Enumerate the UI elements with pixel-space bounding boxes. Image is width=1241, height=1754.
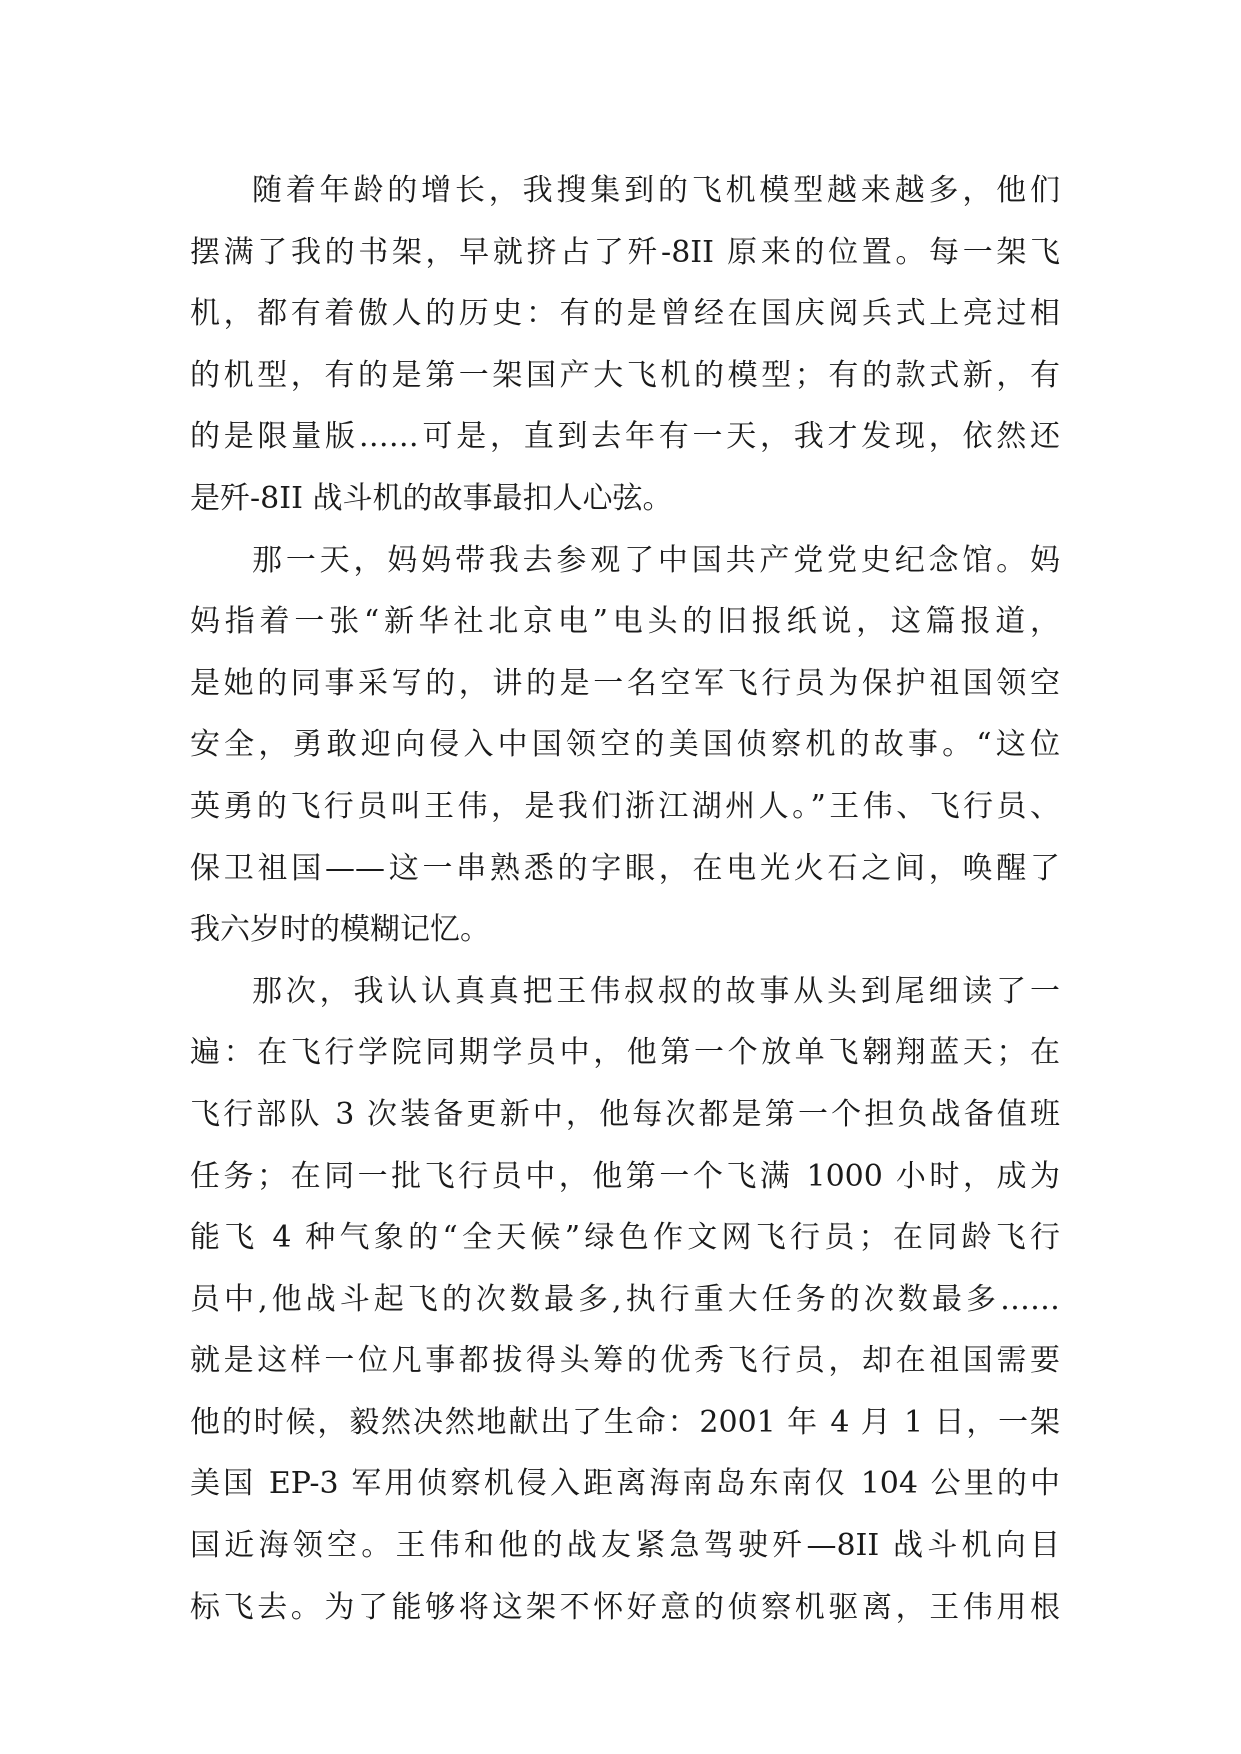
text-line: 飞行部队 3 次装备更新中，他每次都是第一个担负战备值班: [190, 1096, 1060, 1132]
paragraph-3: [190, 961, 1060, 1639]
text-line: 就是这样一位凡事都拔得头筹的优秀飞行员，却在祖国需要: [190, 1343, 1060, 1379]
text-line: 英勇的飞行员叫王伟，是我们浙江湖州人。”王伟、飞行员、: [190, 788, 1060, 824]
text-line: 遍：在飞行学院同期学员中，他第一个放单飞翱翔蓝天；在: [190, 1035, 1060, 1071]
text-line: 他的时候，毅然决然地献出了生命：2001 年 4 月 1 日，一架: [190, 1404, 1060, 1440]
text-line: 安全，勇敢迎向侵入中国领空的美国侦察机的故事。“这位: [190, 727, 1060, 763]
text-line: 的是限量版……可是，直到去年有一天，我才发现，依然还: [190, 419, 1060, 455]
text-line: 标飞去。为了能够将这架不怀好意的侦察机驱离，王伟用根: [190, 1589, 1060, 1625]
text-line: 员中,他战斗起飞的次数最多,执行重大任务的次数最多……: [190, 1281, 1060, 1317]
text-line: 妈指着一张“新华社北京电”电头的旧报纸说，这篇报道，: [190, 604, 1060, 640]
text-line: 那一天，妈妈带我去参观了中国共产党党史纪念馆。妈: [252, 542, 1060, 578]
text-line: 国近海领空。王伟和他的战友紧急驾驶歼—8II 战斗机向目: [190, 1528, 1060, 1564]
text-line: 的机型，有的是第一架国产大飞机的模型；有的款式新，有: [190, 357, 1060, 393]
text-line: 能飞 4 种气象的“全天候”绿色作文网飞行员；在同龄飞行: [190, 1220, 1060, 1256]
text-line: 机，都有着傲人的历史：有的是曾经在国庆阅兵式上亮过相: [190, 296, 1060, 332]
paragraph-2: [190, 530, 1060, 961]
text-line: 是歼-8II 战斗机的故事最扣人心弦。: [190, 480, 673, 516]
text-line: 保卫祖国——这一串熟悉的字眼，在电光火石之间，唤醒了: [190, 850, 1060, 886]
text-line: 是她的同事采写的，讲的是一名空军飞行员为保护祖国领空: [190, 665, 1060, 701]
text-line: 摆满了我的书架，早就挤占了歼-8II 原来的位置。每一架飞: [190, 234, 1060, 270]
body-text: [190, 160, 1060, 1638]
text-line: 随着年龄的增长，我搜集到的飞机模型越来越多，他们: [252, 173, 1060, 208]
paragraph-1: [190, 160, 1060, 530]
text-line: 美国 EP-3 军用侦察机侵入距离海南岛东南仅 104 公里的中: [190, 1466, 1060, 1502]
text-line: 任务；在同一批飞行员中，他第一个飞满 1000 小时，成为: [190, 1158, 1060, 1194]
text-line: 我六岁时的模糊记忆。: [190, 912, 490, 948]
text-line: 那次，我认认真真把王伟叔叔的故事从头到尾细读了一: [252, 973, 1060, 1009]
